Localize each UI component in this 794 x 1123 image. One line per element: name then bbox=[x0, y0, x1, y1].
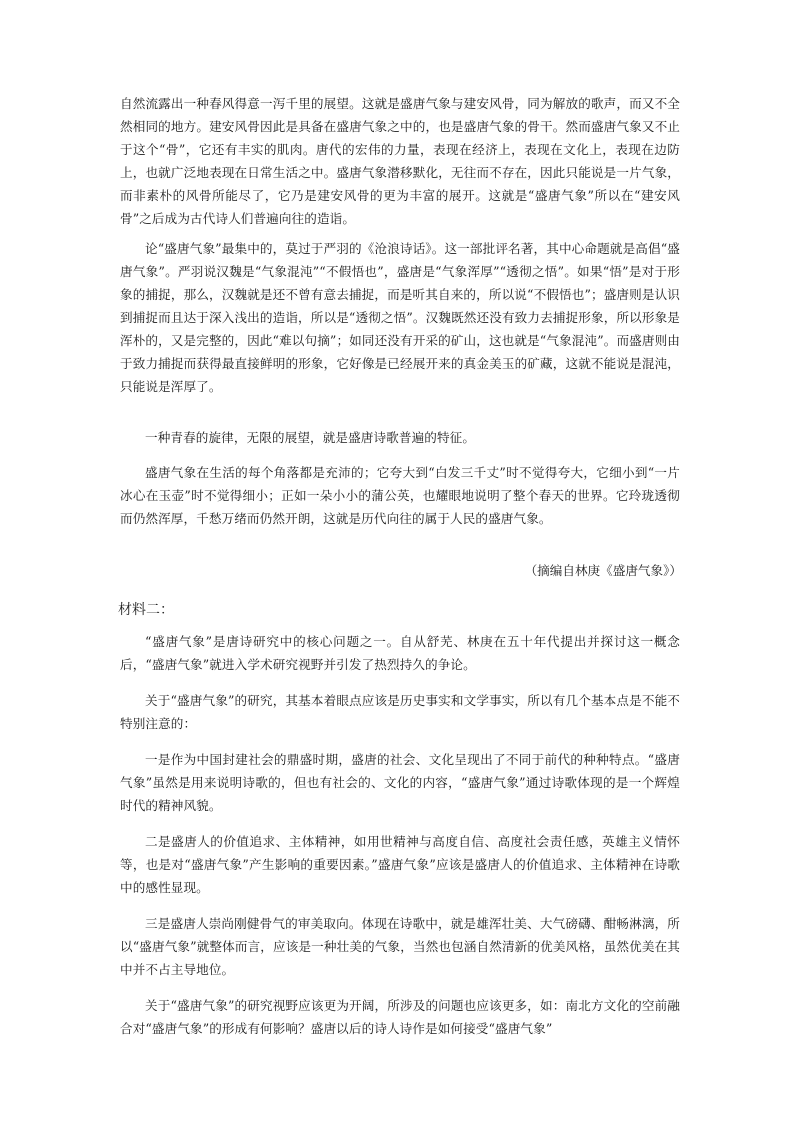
material-two-heading: 材料二： bbox=[118, 602, 174, 618]
material-two-paragraph-1: “盛唐气象”是唐诗研究中的核心问题之一。自从舒芜、林庚在五十年代提出并探讨这一概念后，“盛唐气象”就进入学术研究视野并引发了热烈持久的争论。 bbox=[120, 634, 680, 672]
material-one-paragraph-3: 一种青春的旋律，无限的展望，就是盛唐诗歌普遍的特征。 bbox=[145, 430, 476, 445]
material-two-paragraph-2: 关于“盛唐气象”的研究，其基本着眼点应该是历史事实和文学事实，所以有几个基本点是不能不特别注意的： bbox=[120, 693, 680, 731]
material-two-paragraph-3: 一是作为中国封建社会的鼎盛时期，盛唐的社会、文化呈现出了不同于前代的种种特点。“盛唐气象”虽然是用来说明诗歌的，但也有社会的、文化的内容，“盛唐气象”通过诗歌体现的是一个辉煌时代的精神风貌。 bbox=[120, 752, 680, 813]
material-one-source: （摘编自林庚《盛唐气象》） bbox=[524, 563, 682, 578]
material-two-paragraph-6: 关于“盛唐气象”的研究视野应该更为开阔，所涉及的问题也应该更多，如：南北方文化的空前融合对“盛唐气象”的形成有何影响？盛唐以后的诗人诗作是如何接受“盛唐气象” bbox=[120, 998, 680, 1036]
material-one-paragraph-2: 论“盛唐气象”最集中的，莫过于严羽的《沧浪诗话》。这一部批评名著，其中心命题就是高倡“盛唐气象”。严羽说汉魏是“气象混沌”“不假悟也”，盛唐是“气象浑厚”“透彻之悟”。如果“悟”是对于形象的捕捉，那么，汉魏就是还不曾有意去捕捉，而是听其自来的，所以说“不假悟也”；盛唐则是认识到捕捉而且达于深入浅出的造诣，所以是“透彻之悟”。汉魏既然还没有致力去捕捉形象，所以形象是浑朴的，又是完整的，因此“难以句摘”；如同还没有开采的矿山，这也就是“气象混沌”。而盛唐则由于致力捕捉而获得最直接鲜明的形象，它好像是已经展开来的真金美玉的矿藏，这就不能说是混沌，只能说是浑厚了。 bbox=[120, 241, 680, 394]
material-one-paragraph-4: 盛唐气象在生活的每个角落都是充沛的；它夸大到“白发三千丈”时不觉得夸大，它细小到“一片冰心在玉壶”时不觉得细小；正如一朵小小的蒲公英，也耀眼地说明了整个春天的世界。它玲珑透彻而仍然浑厚，千愁万绪而仍然开朗，这就是历代向往的属于人民的盛唐气象。 bbox=[120, 465, 680, 526]
material-two-paragraph-5: 三是盛唐人崇尚刚健骨气的审美取向。体现在诗歌中，就是雄浑壮美、大气磅礴、酣畅淋漓，所以“盛唐气象”就整体而言，应该是一种壮美的气象，当然也包涵自然清新的优美风格，虽然优美在其中并不占主导地位。 bbox=[120, 916, 680, 977]
material-one-paragraph-1: 自然流露出一种春风得意一泻千里的展望。这就是盛唐气象与建安风骨，同为解放的歌声，而又不全然相同的地方。建安风骨因此是具备在盛唐气象之中的，也是盛唐气象的骨干。然而盛唐气象又不止于这个“骨”，它还有丰实的肌肉。唐代的宏伟的力量，表现在经济上，表现在文化上，表现在边防上，也就广泛地表现在日常生活之中。盛唐气象潜移默化，无往而不存在，因此只能说是一片气象，而非素朴的风骨所能尽了，它乃是建安风骨的更为丰富的展开。这就是“盛唐气象”所以在“建安风骨”之后成为古代诗人们普遍向往的造诣。 bbox=[120, 96, 680, 226]
material-two-paragraph-4: 二是盛唐人的价值追求、主体精神，如用世精神与高度自信、高度社会责任感，英雄主义情怀等，也是对“盛唐气象”产生影响的重要因素。”盛唐气象”应该是盛唐人的价值追求、主体精神在诗歌中的感性显现。 bbox=[120, 834, 680, 895]
